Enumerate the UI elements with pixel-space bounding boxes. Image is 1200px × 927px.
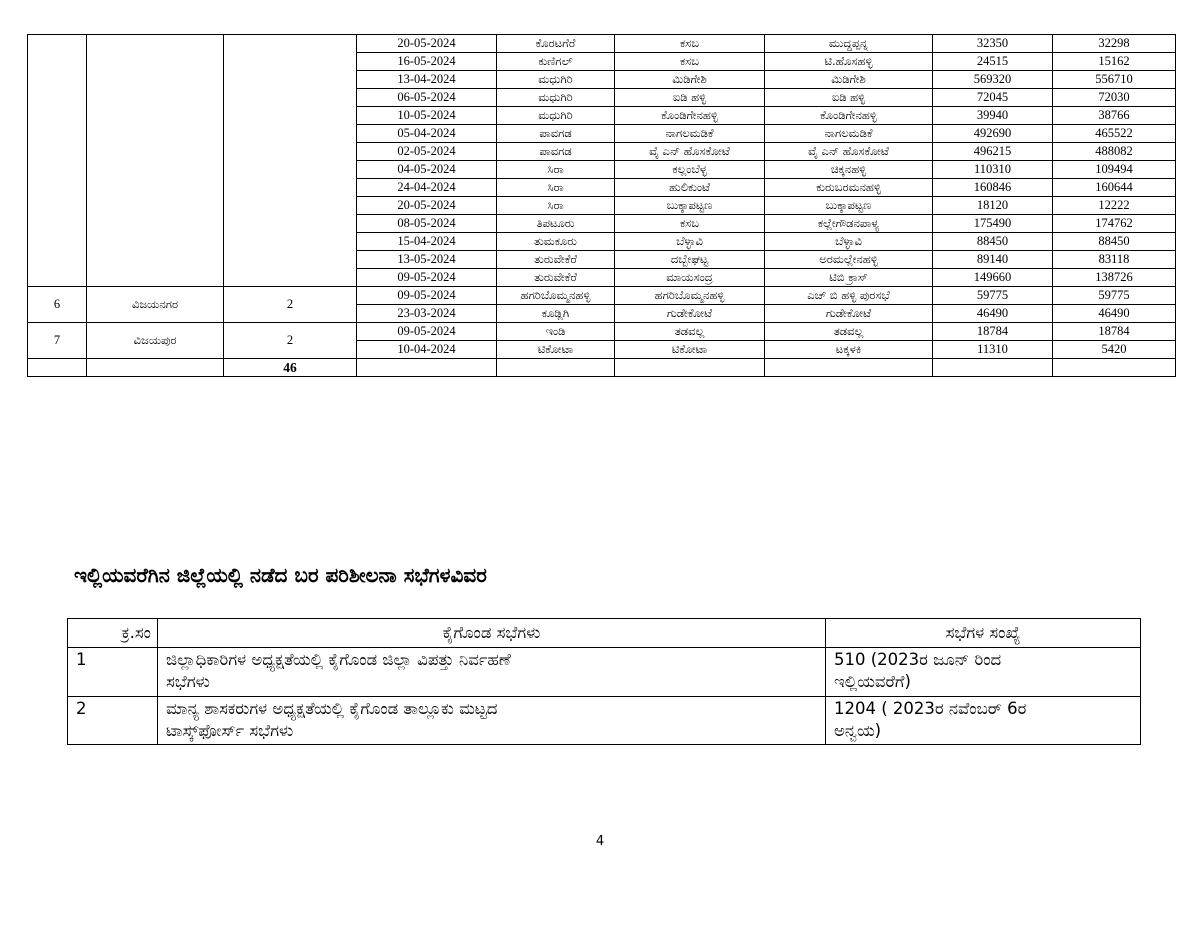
cell-taluk: ಇಂಡಿ bbox=[497, 323, 615, 341]
cell-value-a: 89140 bbox=[933, 251, 1053, 269]
total-count: 46 bbox=[224, 359, 357, 377]
cell-value-a: 110310 bbox=[933, 161, 1053, 179]
line: 1204 ( 2023ರ ನವೆಂಬರ್ 6ರ bbox=[834, 698, 1027, 718]
cell-value-a: 160846 bbox=[933, 179, 1053, 197]
cell-value-a: 569320 bbox=[933, 71, 1053, 89]
cell-value-b: 59775 bbox=[1053, 287, 1176, 305]
cell-date: 20-05-2024 bbox=[357, 197, 497, 215]
table-row bbox=[28, 35, 1176, 53]
cell-district: ವಿಜಯನಗರ bbox=[87, 287, 224, 323]
cell-village: ವೈ ಎನ್ ಹೊಸಕೋಟೆ bbox=[765, 143, 933, 161]
cell-value-b: 72030 bbox=[1053, 89, 1176, 107]
cell-village: ತಡವಲ್ಲ bbox=[765, 323, 933, 341]
cell-serial bbox=[28, 35, 87, 287]
cell-empty bbox=[933, 359, 1053, 377]
cell-serial: 1 bbox=[68, 648, 158, 697]
cell-hobli: ಮಿಡಿಗೇಶಿ bbox=[615, 71, 765, 89]
cell-value-b: 5420 bbox=[1053, 341, 1176, 359]
cell-value-a: 59775 bbox=[933, 287, 1053, 305]
cell-date: 23-03-2024 bbox=[357, 305, 497, 323]
table-header-row bbox=[68, 619, 1141, 648]
cell-meeting-desc bbox=[158, 648, 826, 697]
total-row bbox=[28, 359, 1176, 377]
cell-taluk: ಕೂಡ್ಲಿಗಿ bbox=[497, 305, 615, 323]
cell-value-b: 174762 bbox=[1053, 215, 1176, 233]
cell-value-b: 83118 bbox=[1053, 251, 1176, 269]
cell-village: ಬೆಳ್ಳಾವಿ bbox=[765, 233, 933, 251]
cell-value-a: 39940 bbox=[933, 107, 1053, 125]
cell-value-b: 160644 bbox=[1053, 179, 1176, 197]
cell-date: 09-05-2024 bbox=[357, 269, 497, 287]
section-heading: ಇಲ್ಲಿಯವರೆಗಿನ ಜಿಲ್ಲೆಯಲ್ಲಿ ನಡೆದ ಬರ ಪರಿಶೀಲನಾ ಸಭೆಗಳವಿವರ bbox=[74, 563, 487, 587]
cell-empty bbox=[615, 359, 765, 377]
cell-empty bbox=[87, 359, 224, 377]
cell-value-b: 488082 bbox=[1053, 143, 1176, 161]
cell-serial: 6 bbox=[28, 287, 87, 323]
cell-date: 10-05-2024 bbox=[357, 107, 497, 125]
line: ಸಭೆಗಳು bbox=[166, 672, 210, 692]
cell-village: ಅರಮಲ್ಲೇನಹಳ್ಳಿ bbox=[765, 251, 933, 269]
cell-value-b: 46490 bbox=[1053, 305, 1176, 323]
cell-village: ಬುಕ್ಕಾಪಟ್ಟಣ bbox=[765, 197, 933, 215]
cell-date: 02-05-2024 bbox=[357, 143, 497, 161]
cell-value-b: 138726 bbox=[1053, 269, 1176, 287]
cell-date: 08-05-2024 bbox=[357, 215, 497, 233]
meetings-table bbox=[67, 618, 1141, 745]
cell-hobli: ಬೆಳ್ಳಾವಿ bbox=[615, 233, 765, 251]
cell-empty bbox=[357, 359, 497, 377]
cell-date: 24-04-2024 bbox=[357, 179, 497, 197]
cell-taluk: ಸಿರಾ bbox=[497, 197, 615, 215]
cell-hobli: ಕಸಬ bbox=[615, 35, 765, 53]
table-row bbox=[28, 287, 1176, 305]
line: 510 (2023ರ ಜೂನ್ ರಿಂದ bbox=[834, 650, 1002, 669]
cell-village: ಎಚ್ ಬಿ ಹಳ್ಳಿ ಪುರಸಭೆ bbox=[765, 287, 933, 305]
cell-date: 09-05-2024 bbox=[357, 287, 497, 305]
cell-hobli: ಬುಕ್ಕಾಪಟ್ಟಣ bbox=[615, 197, 765, 215]
cell-village: ನಾಗಲಮಡಿಕೆ bbox=[765, 125, 933, 143]
drought-distribution-table bbox=[27, 34, 1176, 377]
cell-village: ಟಿ.ಹೊಸಹಳ್ಳಿ bbox=[765, 53, 933, 71]
cell-empty bbox=[1053, 359, 1176, 377]
cell-hobli: ಮಾಯಸಂದ್ರ bbox=[615, 269, 765, 287]
line: ಟಾಸ್ಕ್‌ಫೋರ್ಸ್ ಸಭೆಗಳು bbox=[166, 720, 294, 740]
cell-date: 04-05-2024 bbox=[357, 161, 497, 179]
cell-value-b: 109494 bbox=[1053, 161, 1176, 179]
cell-value-b: 88450 bbox=[1053, 233, 1176, 251]
cell-hobli: ಹಗರಿಬೊಮ್ಮನಹಳ್ಳಿ bbox=[615, 287, 765, 305]
cell-value-a: 492690 bbox=[933, 125, 1053, 143]
cell-date: 13-05-2024 bbox=[357, 251, 497, 269]
cell-village: ಕುರುಬರಮನಹಳ್ಳಿ bbox=[765, 179, 933, 197]
cell-value-a: 18120 bbox=[933, 197, 1053, 215]
cell-district: ವಿಜಯಪುರ bbox=[87, 323, 224, 359]
cell-hobli: ತಡವಲ್ಲ bbox=[615, 323, 765, 341]
table-row bbox=[28, 323, 1176, 341]
cell-village: ಟಿಬಿ ಕ್ರಾಸ್ bbox=[765, 269, 933, 287]
cell-meeting-count bbox=[826, 648, 1141, 697]
cell-date: 09-05-2024 bbox=[357, 323, 497, 341]
cell-hobli: ನಾಗಲಮಡಿಕೆ bbox=[615, 125, 765, 143]
cell-taluk: ಕುಣಿಗಲ್ bbox=[497, 53, 615, 71]
cell-count: 2 bbox=[224, 323, 357, 359]
cell-taluk: ತುರುವೇಕೆರೆ bbox=[497, 251, 615, 269]
cell-village: ಐಡಿ ಹಳ್ಳಿ bbox=[765, 89, 933, 107]
cell-date: 16-05-2024 bbox=[357, 53, 497, 71]
cell-hobli: ಗುಡೇಕೋಟೆ bbox=[615, 305, 765, 323]
cell-value-a: 88450 bbox=[933, 233, 1053, 251]
cell-value-a: 72045 bbox=[933, 89, 1053, 107]
cell-district bbox=[87, 35, 224, 287]
cell-village: ಟಕ್ಕಳಕಿ bbox=[765, 341, 933, 359]
cell-taluk: ಕೊರಟಗೆರೆ bbox=[497, 35, 615, 53]
cell-empty bbox=[497, 359, 615, 377]
cell-taluk: ಸಿರಾ bbox=[497, 161, 615, 179]
cell-value-b: 556710 bbox=[1053, 71, 1176, 89]
cell-village: ಗುಡೇಕೋಟೆ bbox=[765, 305, 933, 323]
cell-village: ಕೊಂಡಿಗೇನಹಳ್ಳಿ bbox=[765, 107, 933, 125]
header-meetings: ಕೈಗೊಂಡ ಸಭೆಗಳು bbox=[158, 619, 826, 648]
cell-hobli: ಟಿಕೋಟಾ bbox=[615, 341, 765, 359]
cell-taluk: ಪಾವಗಡ bbox=[497, 125, 615, 143]
cell-hobli: ಐಡಿ ಹಳ್ಳಿ bbox=[615, 89, 765, 107]
line: ಅನ್ವಯ) bbox=[834, 720, 882, 740]
cell-empty bbox=[765, 359, 933, 377]
cell-hobli: ಕಸಬ bbox=[615, 215, 765, 233]
cell-hobli: ಹುಲಿಕುಂಟೆ bbox=[615, 179, 765, 197]
cell-taluk: ಟಿಕೋಟಾ bbox=[497, 341, 615, 359]
cell-village: ಚಿಕ್ಕನಹಳ್ಳಿ bbox=[765, 161, 933, 179]
table-row bbox=[68, 648, 1141, 697]
cell-value-a: 18784 bbox=[933, 323, 1053, 341]
cell-date: 20-05-2024 bbox=[357, 35, 497, 53]
cell-value-b: 32298 bbox=[1053, 35, 1176, 53]
cell-empty bbox=[28, 359, 87, 377]
cell-taluk: ಮಧುಗಿರಿ bbox=[497, 71, 615, 89]
cell-village: ಮಿಡಿಗೇಶಿ bbox=[765, 71, 933, 89]
cell-taluk: ಮಧುಗಿರಿ bbox=[497, 89, 615, 107]
cell-date: 05-04-2024 bbox=[357, 125, 497, 143]
cell-taluk: ಪಾವಗಡ bbox=[497, 143, 615, 161]
cell-value-a: 496215 bbox=[933, 143, 1053, 161]
page-number: 4 bbox=[595, 834, 605, 849]
line: ಮಾನ್ಯ ಶಾಸಕರುಗಳ ಅಧ್ಯಕ್ಷತೆಯಲ್ಲಿ ಕೈಗೊಂಡ ತಾಲ್ಲೂಕು ಮಟ್ಟದ bbox=[166, 698, 498, 718]
table-row bbox=[68, 696, 1141, 745]
cell-taluk: ಹಗರಿಬೊಮ್ಮನಹಳ್ಳಿ bbox=[497, 287, 615, 305]
line: ಜಿಲ್ಲಾಧಿಕಾರಿಗಳ ಅಧ್ಯಕ್ಷತೆಯಲ್ಲಿ ಕೈಗೊಂಡ ಜಿಲ್ಲಾ ವಿಪತ್ತು ನಿರ್ವಹಣೆ bbox=[166, 650, 511, 669]
cell-value-a: 46490 bbox=[933, 305, 1053, 323]
cell-meeting-count bbox=[826, 696, 1141, 745]
cell-value-a: 175490 bbox=[933, 215, 1053, 233]
cell-value-b: 15162 bbox=[1053, 53, 1176, 71]
cell-taluk: ತುರುವೇಕೆರೆ bbox=[497, 269, 615, 287]
cell-date: 06-05-2024 bbox=[357, 89, 497, 107]
cell-value-b: 38766 bbox=[1053, 107, 1176, 125]
cell-value-a: 11310 bbox=[933, 341, 1053, 359]
cell-value-b: 465522 bbox=[1053, 125, 1176, 143]
cell-count bbox=[224, 35, 357, 287]
cell-hobli: ಕೊಂಡಿಗೇನಹಳ್ಳಿ bbox=[615, 107, 765, 125]
cell-date: 10-04-2024 bbox=[357, 341, 497, 359]
cell-serial: 2 bbox=[68, 696, 158, 745]
cell-date: 15-04-2024 bbox=[357, 233, 497, 251]
cell-taluk: ಮಧುಗಿರಿ bbox=[497, 107, 615, 125]
cell-village: ಮುದ್ದಪ್ಪನ್ನ bbox=[765, 35, 933, 53]
cell-value-a: 24515 bbox=[933, 53, 1053, 71]
cell-value-b: 12222 bbox=[1053, 197, 1176, 215]
cell-value-a: 32350 bbox=[933, 35, 1053, 53]
cell-count: 2 bbox=[224, 287, 357, 323]
cell-village: ಕಲ್ಲೇಗೌಡನಪಾಳ್ಯ bbox=[765, 215, 933, 233]
cell-serial: 7 bbox=[28, 323, 87, 359]
cell-meeting-desc bbox=[158, 696, 826, 745]
line: ಇಲ್ಲಿಯವರೆಗೆ) bbox=[834, 672, 911, 692]
cell-hobli: ವೈ ಎನ್ ಹೊಸಕೋಟೆ bbox=[615, 143, 765, 161]
cell-taluk: ತುಮಕೂರು bbox=[497, 233, 615, 251]
cell-taluk: ಸಿರಾ bbox=[497, 179, 615, 197]
cell-hobli: ಕಸಬ bbox=[615, 53, 765, 71]
cell-hobli: ದಬ್ಬೇಘಟ್ಟ bbox=[615, 251, 765, 269]
cell-taluk: ತಿಪಟೂರು bbox=[497, 215, 615, 233]
cell-value-b: 18784 bbox=[1053, 323, 1176, 341]
header-serial: ಕ್ರ.ಸಂ bbox=[68, 619, 158, 648]
cell-value-a: 149660 bbox=[933, 269, 1053, 287]
cell-hobli: ಕಲ್ಲಂಬೆಳ್ಳ bbox=[615, 161, 765, 179]
header-count: ಸಭೆಗಳ ಸಂಖ್ಯೆ bbox=[826, 619, 1141, 648]
cell-date: 13-04-2024 bbox=[357, 71, 497, 89]
